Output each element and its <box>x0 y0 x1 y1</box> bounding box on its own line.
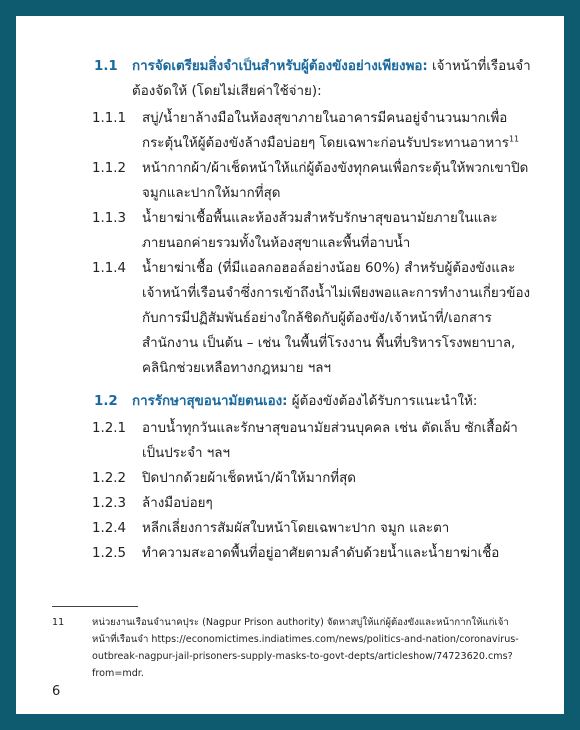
list-item <box>94 106 534 156</box>
list-item <box>94 416 534 466</box>
item-number: 1.2.3 <box>92 496 127 511</box>
section-1-1 <box>94 54 534 104</box>
list-item <box>94 206 534 256</box>
item-text: น้ำยาฆ่าเชื้อ (ที่มีแอลกอฮอล์อย่างน้อย 60%) สำหรับผู้ต้องขังและเจ้าหน้าที่เรือนจำซึ่งการเข้าถึงน้ำไม่เพียงพอและการทำงานเกี่ยวข้องกับการมีปฏิสัมพันธ์อย่างใกล้ชิดกับผู้ต้องขัง/เจ้าหน้าที่/เอกสารสำนักงาน เป็นต้น – เช่น ในพื้นที่โรงงาน พื้นที่บริหารโรงพยาบาล, คลินิกช่วยเหลือทางกฎหมาย ฯลฯ <box>142 261 531 376</box>
item-text: ล้างมือบ่อยๆ <box>142 496 213 511</box>
list-item <box>94 516 534 541</box>
section-title: การจัดเตรียมสิ่งจำเป็นสำหรับผู้ต้องขังอย่างเพียงพอ: <box>132 59 428 74</box>
section-intro: ผู้ต้องขังต้องได้รับการแนะนำให้: <box>287 394 478 409</box>
page-number: 6 <box>52 684 61 699</box>
item-text: หน้ากากผ้า/ผ้าเช็ดหน้าให้แก่ผู้ต้องขังทุกคนเพื่อกระตุ้นให้พวกเขาปิดจมูกและปากให้มากที่สุด <box>142 161 529 201</box>
list-item <box>94 256 534 381</box>
list-item <box>94 156 534 206</box>
item-text: น้ำยาฆ่าเชื้อพื้นและห้องส้วมสำหรับรักษาสุขอนามัยภายในและภายนอกค่ายรวมทั้งในห้องสุขาและพื้นที่อาบน้ำ <box>142 211 498 251</box>
item-number: 1.1.2 <box>92 161 127 176</box>
footnote-divider <box>52 606 138 607</box>
footnote-text: หน่วยงานเรือนจำนาคปุระ (Nagpur Prison authority) จัดหาสบู่ให้แก่ผู้ต้องขังและหน้ากากให้แก่เจ้าหน้าที่เรือนจำ https://economictimes.indiatimes.com/news/politics-and-nation/coronavirus-outbreak-nagpur-jail-prisoners-supply-masks-to-govt-depts/articleshow/74723620.cms?from=mdr. <box>92 617 519 679</box>
item-number: 1.2.1 <box>92 421 127 436</box>
item-number: 1.2.5 <box>92 546 127 561</box>
list-item <box>94 491 534 516</box>
footnote-number: 11 <box>52 617 65 628</box>
list-item <box>94 466 534 491</box>
item-number: 1.2.2 <box>92 471 127 486</box>
section-number: 1.2 <box>94 394 118 409</box>
item-number: 1.1.1 <box>92 111 127 126</box>
document-page <box>16 16 564 714</box>
item-text: ทำความสะอาดพื้นที่อยู่อาศัยตามลำดับด้วยน้ำและน้ำยาฆ่าเชื้อ <box>142 546 500 561</box>
item-text: หลีกเลี่ยงการสัมผัสใบหน้าโดยเฉพาะปาก จมูก และตา <box>142 521 450 536</box>
item-text: อาบน้ำทุกวันและรักษาสุขอนามัยส่วนบุคคล เช่น ตัดเล็บ ซักเสื้อผ้าเป็นประจำ ฯลฯ <box>142 421 518 461</box>
section-title: การรักษาสุขอนามัยตนเอง: <box>132 394 288 409</box>
section-1-2 <box>94 389 534 414</box>
list-item <box>94 541 534 566</box>
item-text: ปิดปากด้วยผ้าเช็ดหน้า/ผ้าให้มากที่สุด <box>142 471 357 486</box>
footnote <box>52 614 532 682</box>
footnote-ref[interactable]: 11 <box>508 134 520 144</box>
item-number: 1.1.3 <box>92 211 127 226</box>
item-text: สบู่/น้ำยาล้างมือในห้องสุขาภายในอาคารมีคนอยู่จำนวนมากเพื่อกระตุ้นให้ผู้ต้องขังล้างมือบ่อยๆ โดยเฉพาะก่อนรับประทานอาหาร <box>142 111 509 151</box>
item-number: 1.1.4 <box>92 261 127 276</box>
main-content <box>94 54 534 566</box>
section-number: 1.1 <box>94 59 118 74</box>
section-intro: เจ้าหน้าที่เรือนจำต้องจัดให้ (โดยไม่เสียค่าใช้จ่าย): <box>132 59 531 99</box>
item-number: 1.2.4 <box>92 521 127 536</box>
